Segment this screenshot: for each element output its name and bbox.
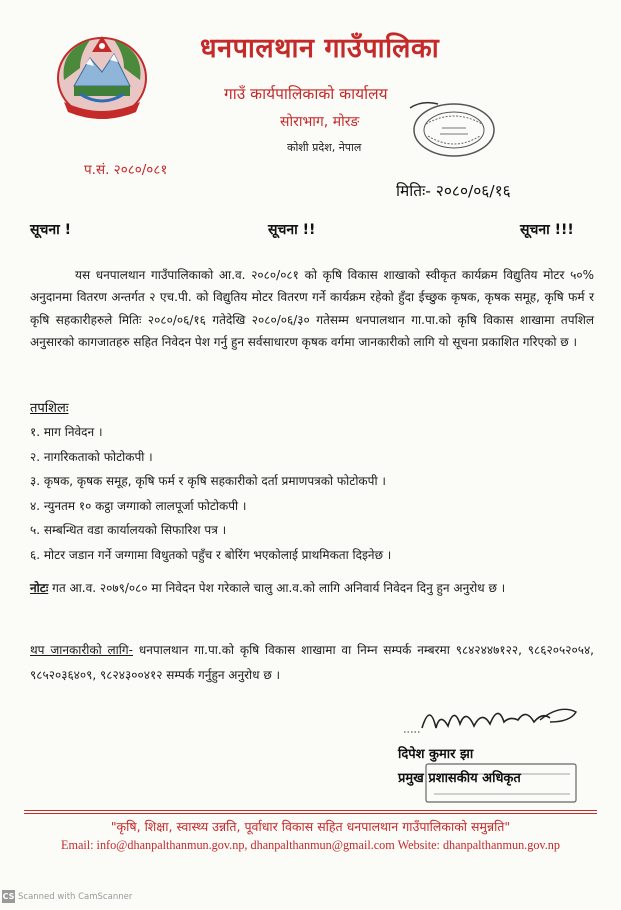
scanner-watermark <box>2 890 132 903</box>
footer-motto: "कृषि, शिक्षा, स्वास्थ्य उन्नति, पूर्वाधार विकास सहित धनपालथान गाउँपालिकाको समुन्नति" <box>110 819 511 834</box>
list-item: ३. कृषक, कृषक समूह, कृषि फर्म र कृषि सहकारीको दर्ता प्रमाणपत्रको फोटोकपी । <box>30 474 386 488</box>
notice-heading-left: सूचना ! <box>30 222 72 238</box>
list-item: ४. न्युनतम १० कट्ठा जग्गाको लालपूर्जा फोटोकपी । <box>30 498 247 513</box>
list-item: ५. सम्बन्धित वडा कार्यालयको सिफारिश पत्र । <box>30 523 227 537</box>
list-item: ६. मोटर जडान गर्ने जग्गामा विधुतको पहुँच र बोरिंग भएकोलाई प्राथमिकता दिइनेछ । <box>30 547 392 562</box>
notice-body <box>30 264 594 354</box>
more-info-text: धनपालथान गा.पा.को कृषि विकास शाखामा वा निम्न सम्पर्क नम्बरमा ९८४२४४७१२२, ९८६२०५२०५४, ९८५२०३६४०९, ९८२४३००४१२ सम्पर्क गर्नुहुन अनुरोध छ । <box>30 643 595 682</box>
note-label: नोटः <box>30 581 49 595</box>
more-info-paragraph <box>30 638 594 688</box>
office-stamp-icon <box>402 98 506 162</box>
office-address: सोराभाग, मोरङ <box>280 114 360 130</box>
office-name: गाउँ कार्यपालिकाको कार्यालय <box>224 85 388 103</box>
details-list <box>30 420 594 567</box>
notice-heading-right: सूचना !!! <box>520 222 574 238</box>
notice-body-text: यस धनपालथान गाउँपालिकाको आ.व. २०८०/०८१ को कृषि विकास शाखाको स्वीकृत कार्यक्रम विद्युतिय मोटर ५०% अनुदानमा वितरण अन्तर्गत २ एच.पी. को विद्युतिय मोटर वितरण गर्ने कार्यक्रम रहेको हुँदा ईच्छुक कृषक, कृषक समूह, कृषि फर्म र कृषि सहकारीहरुले मितिः २०८०/०६/१६ गतेदेखि २०८०/०६/३० गतेसम्म धनपालथान गा.पा.को कृषि विकास शाखामा तपशिल अनुसारको कागजातहरु सहित निवेदन पेश गर्नु हुन सर्वसाधारण कृषक वर्गमा जानकारीको लागि यो सूचना प्रकाशित गरिएको छ । <box>30 268 594 350</box>
province-country: कोशी प्रदेश, नेपाल <box>287 141 362 154</box>
signer-role: प्रमुख प्रशासकीय अधिकृत <box>398 771 521 786</box>
issue-date: मितिः- २०८०/०६/१६ <box>396 182 511 200</box>
nepal-emblem-icon <box>50 28 154 124</box>
notice-heading-center: सूचना !! <box>268 222 316 238</box>
reference-number: प.सं. २०८०/०८१ <box>84 162 168 178</box>
list-item: १. माग निवेदन । <box>30 425 103 439</box>
details-heading: तपशिलः <box>30 401 69 416</box>
more-info-label: थप जानकारीको लागि- <box>30 643 133 657</box>
note-text: गत आ.व. २०७९/०८० मा निवेदन पेश गरेकाले चालु आ.व.को लागि अनिवार्य निवेदन दिनु हुन अनुरोध छ । <box>52 581 506 595</box>
footer-divider <box>24 810 597 814</box>
organization-name: धनपालथान गाउँपालिका <box>200 33 440 64</box>
camscanner-logo-icon: CS <box>2 892 15 901</box>
handwritten-signature-icon <box>400 698 585 738</box>
signer-name: दिपेश कुमार झा <box>398 747 474 762</box>
scanner-label: Scanned with CamScanner <box>18 892 133 902</box>
note-paragraph <box>30 577 594 600</box>
footer-contact: Email: info@dhanpalthanmun.gov.np, dhanpalthanmun@gmail.com Website: dhanpalthanmun.gov.np <box>61 838 560 852</box>
list-item: २. नागरिकताको फोटोकपी । <box>30 449 153 464</box>
